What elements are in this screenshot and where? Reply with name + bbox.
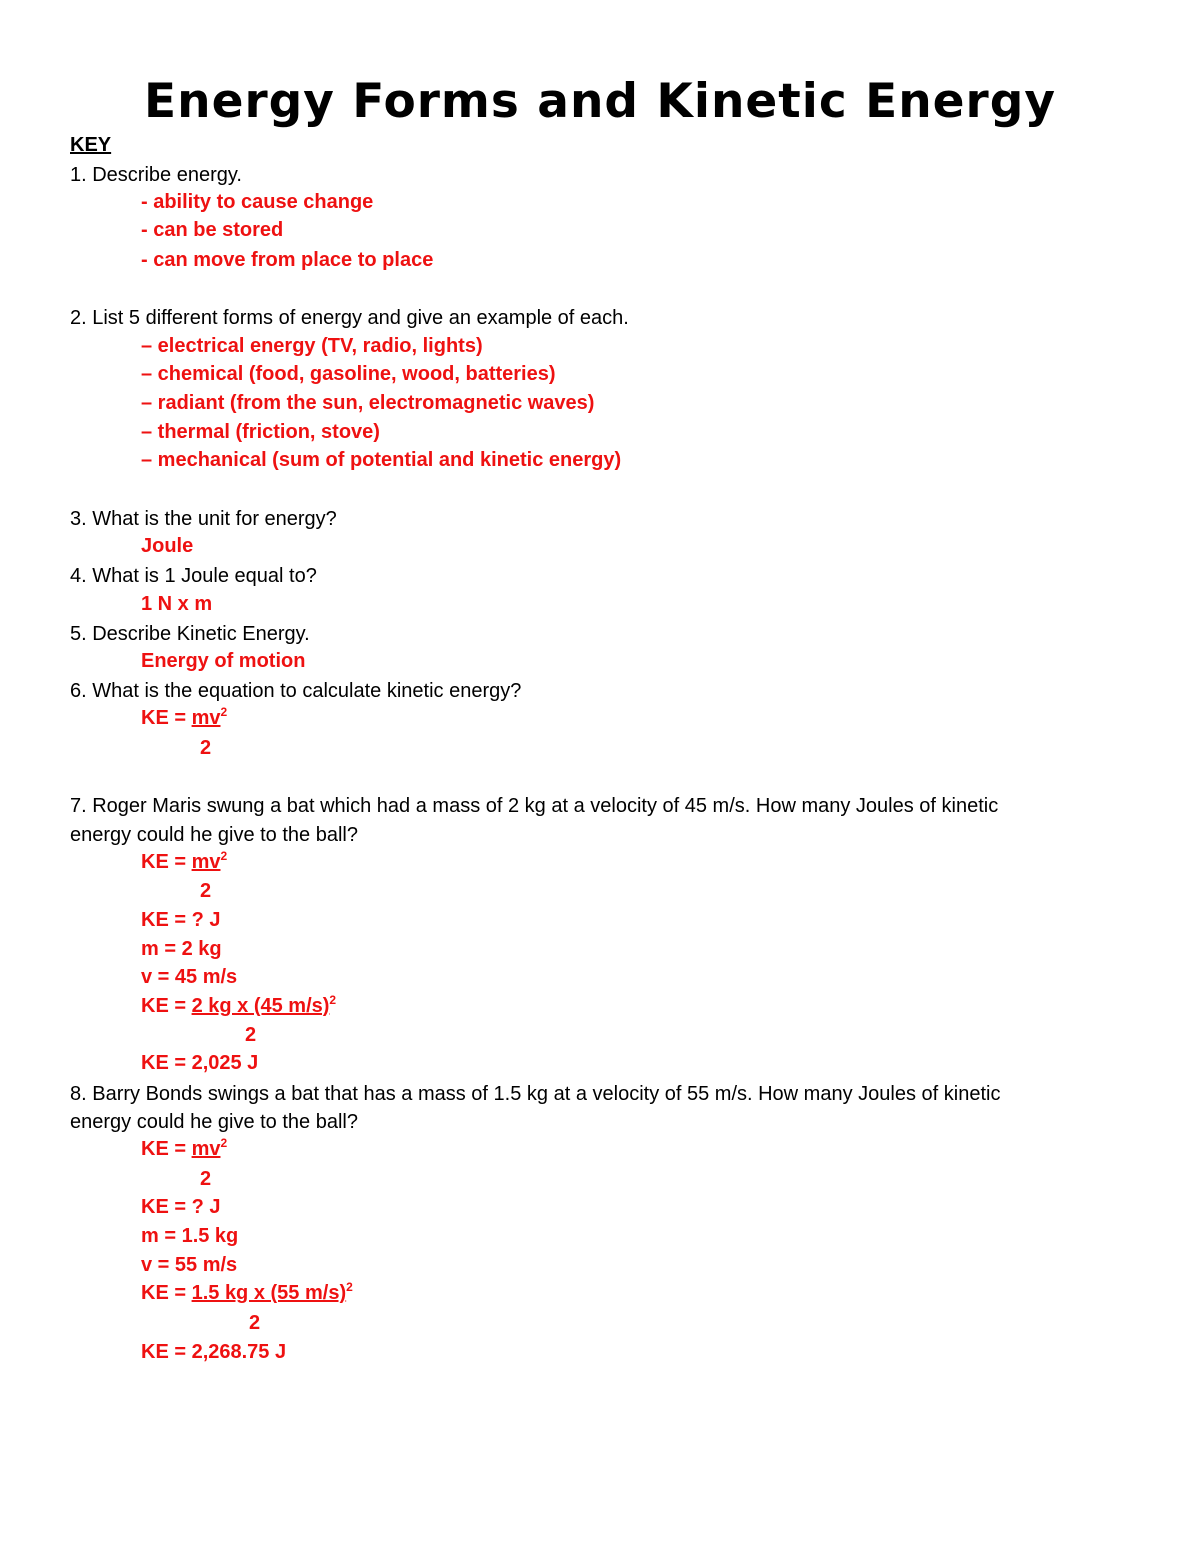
- question-1: 1. Describe energy.: [70, 164, 242, 186]
- given-mass: m = 1.5 kg: [141, 1225, 239, 1247]
- substitution-exponent: 2: [346, 1280, 353, 1294]
- question-4: 4. What is 1 Joule equal to?: [70, 565, 317, 587]
- given-ke: KE = ? J: [141, 909, 221, 931]
- substitution-prefix: KE =: [141, 1282, 192, 1304]
- answer-2-item: – radiant (from the sun, electromagnetic waves): [141, 392, 595, 414]
- equation-exponent: 2: [220, 705, 228, 719]
- given-ke: KE = ? J: [141, 1196, 221, 1218]
- answer-2-item: – mechanical (sum of potential and kinetic energy): [141, 449, 622, 471]
- ke-equation: [141, 1136, 227, 1162]
- equation-denominator: 2: [200, 880, 212, 902]
- equation-numerator: mv: [191, 707, 221, 729]
- result: KE = 2,268.75 J: [141, 1341, 287, 1363]
- answer-1-item: - can be stored: [141, 219, 284, 241]
- equation-prefix: KE =: [141, 1138, 192, 1160]
- question-8-line-2: energy could he give to the ball?: [70, 1111, 358, 1133]
- ke-equation: [141, 705, 227, 731]
- answer-2-item: – chemical (food, gasoline, wood, batteries): [141, 363, 556, 385]
- answer-2-item: – electrical energy (TV, radio, lights): [141, 335, 483, 357]
- answer-5: Energy of motion: [141, 650, 306, 672]
- answer-1-item: - can move from place to place: [141, 249, 434, 271]
- question-6: 6. What is the equation to calculate kinetic energy?: [70, 680, 522, 702]
- substitution-denominator: 2: [245, 1024, 257, 1046]
- substitution: [141, 1280, 353, 1306]
- equation-numerator: mv: [191, 1138, 221, 1160]
- equation-exponent: 2: [220, 1136, 228, 1150]
- substitution-numerator: 1.5 kg x (55 m/s): [191, 1282, 347, 1304]
- answer-2-item: – thermal (friction, stove): [141, 421, 380, 443]
- result: KE = 2,025 J: [141, 1052, 259, 1074]
- ke-equation: [141, 849, 227, 875]
- equation-denominator: 2: [200, 1168, 212, 1190]
- substitution-prefix: KE =: [141, 995, 192, 1017]
- question-2: 2. List 5 different forms of energy and give an example of each.: [70, 307, 629, 329]
- equation-numerator: mv: [191, 851, 221, 873]
- answer-4: 1 N x m: [141, 593, 213, 615]
- given-velocity: v = 55 m/s: [141, 1254, 238, 1276]
- equation-prefix: KE =: [141, 851, 192, 873]
- question-8-line-1: 8. Barry Bonds swings a bat that has a mass of 1.5 kg at a velocity of 55 m/s. How many Joules of kinetic: [70, 1083, 1001, 1105]
- answer-3: Joule: [141, 535, 194, 557]
- substitution: [141, 993, 336, 1019]
- given-mass: m = 2 kg: [141, 938, 222, 960]
- equation-prefix: KE =: [141, 707, 192, 729]
- equation-denominator: 2: [200, 737, 212, 759]
- question-3: 3. What is the unit for energy?: [70, 508, 337, 530]
- substitution-numerator: 2 kg x (45 m/s): [191, 995, 330, 1017]
- page-title: Energy Forms and Kinetic Energy: [144, 74, 1056, 129]
- answer-1-item: - ability to cause change: [141, 191, 374, 213]
- question-7-line-1: 7. Roger Maris swung a bat which had a mass of 2 kg at a velocity of 45 m/s. How many Joules of kinetic: [70, 795, 999, 817]
- question-7-line-2: energy could he give to the ball?: [70, 824, 358, 846]
- equation-exponent: 2: [220, 849, 228, 863]
- question-5: 5. Describe Kinetic Energy.: [70, 623, 310, 645]
- given-velocity: v = 45 m/s: [141, 966, 238, 988]
- substitution-exponent: 2: [329, 993, 337, 1007]
- substitution-denominator: 2: [249, 1312, 261, 1334]
- key-label: KEY: [70, 134, 112, 156]
